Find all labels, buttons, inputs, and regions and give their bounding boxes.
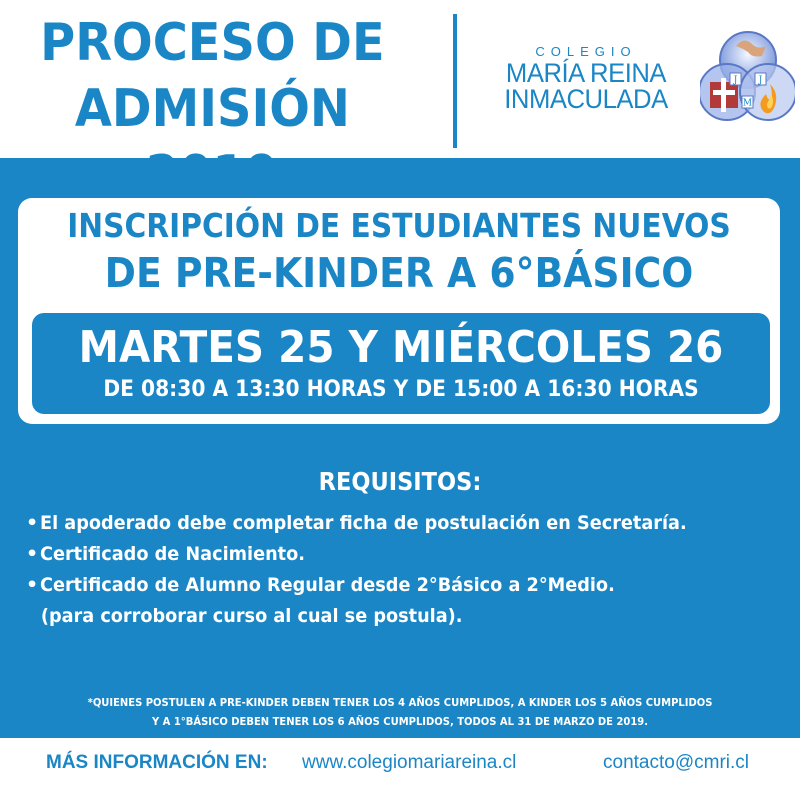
bullet-icon: •: [26, 512, 39, 534]
enrollment-dates: MARTES 25 Y MIÉRCOLES 26: [78, 322, 724, 373]
school-crest-icon: [700, 28, 795, 136]
requirement-subnote: (para corroborar curso al cual se postula).: [40, 605, 463, 627]
note-line-2: Y A 1°BÁSICO DEBEN TENER LOS 6 AÑOS CUMPLIDOS, TODOS AL 31 DE MARZO DE 2019.: [151, 716, 649, 728]
bullet-icon: •: [26, 574, 39, 596]
website-link[interactable]: www.colegiomariareina.cl: [302, 752, 517, 773]
school-name-line-1: MARÍA REINA: [505, 58, 667, 88]
school-name-line-2: INMACULADA: [504, 84, 668, 114]
list-item: [26, 570, 796, 601]
enrollment-hours: DE 08:30 A 13:30 HORAS Y DE 15:00 A 16:30 HORAS: [103, 377, 699, 402]
school-name: [466, 44, 706, 112]
list-item: [26, 508, 796, 539]
school-kicker: COLEGIO: [535, 44, 637, 59]
note-line-1: *QUIENES POSTULEN A PRE-KINDER DEBEN TENER LOS 4 AÑOS CUMPLIDOS, A KINDER LOS 5 AÑOS CUMPLIDOS: [87, 697, 713, 709]
requirement-text: Certificado de Alumno Regular desde 2°Básico a 2°Medio.: [40, 574, 615, 596]
list-item: [26, 539, 796, 570]
requirement-text: Certificado de Nacimiento.: [40, 543, 305, 565]
bullet-icon: •: [26, 543, 39, 565]
requirements-list: [26, 508, 796, 631]
crest-letter-j-left: J: [733, 75, 738, 86]
enrollment-levels: DE PRE-KINDER A 6°BÁSICO: [104, 249, 694, 297]
header-divider: [453, 14, 457, 148]
requirement-text: El apoderado debe completar ficha de postulación en Secretaría.: [40, 512, 687, 534]
enrollment-heading: INSCRIPCIÓN DE ESTUDIANTES NUEVOS: [67, 206, 731, 245]
more-info-label: MÁS INFORMACIÓN EN:: [46, 752, 268, 773]
email-link[interactable]: contacto@cmri.cl: [603, 752, 749, 773]
crest-letter-m: M: [742, 98, 753, 109]
title-line-1: PROCESO DE: [40, 13, 385, 73]
title-line-2: ADMISIÓN: [74, 79, 350, 139]
crest-letter-j-right: J: [758, 75, 763, 86]
requirements-title: REQUISITOS:: [318, 467, 482, 496]
age-requirement-note: [20, 694, 780, 732]
